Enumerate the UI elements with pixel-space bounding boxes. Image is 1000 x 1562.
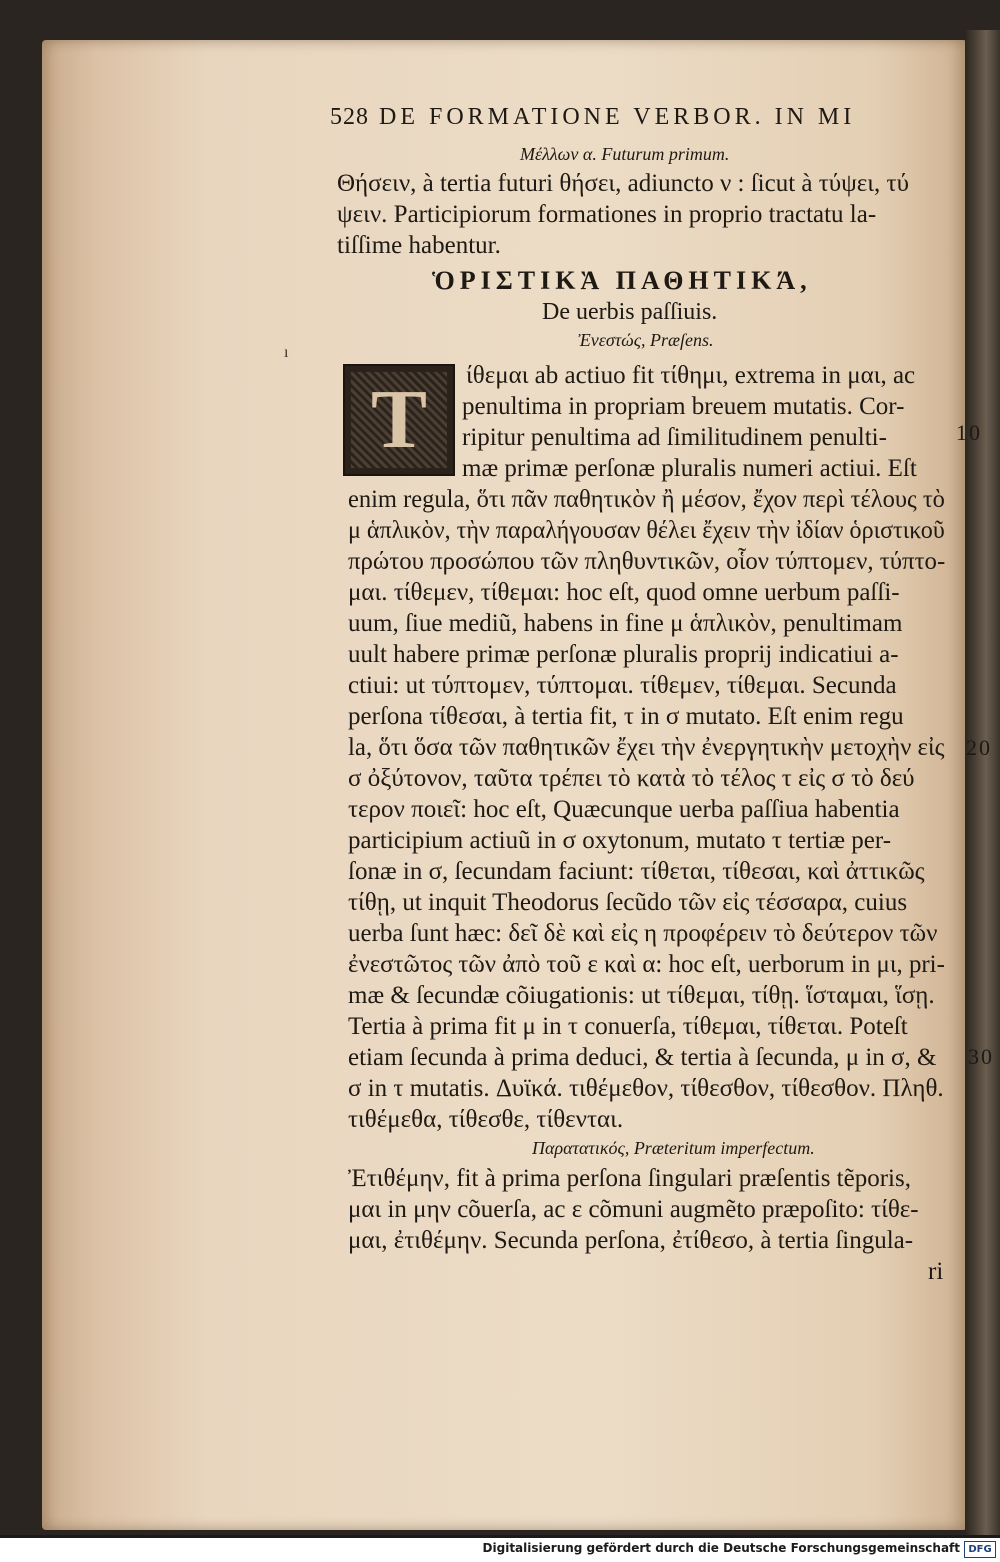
text-line: τιθέμεθα, τίθεσθε, τίθενται.: [348, 1106, 624, 1133]
initial-ornament: [351, 372, 447, 468]
section-label-latin: Præſens.: [650, 330, 714, 350]
page-number: 528: [330, 104, 369, 130]
text-line: tiſſime habentur.: [337, 232, 501, 259]
catchword: ri: [928, 1258, 944, 1285]
margin-line-number: 20: [966, 735, 992, 760]
text-line: ſonæ in σ, ſecundam faciunt: τίθεται, τίθεσαι, καὶ ἀττικῶς: [348, 858, 925, 885]
text-line: enim regula, ὅτι πᾶν παθητικὸν ἢ μέσον, ἔχον περὶ τέλους τὸ: [348, 486, 945, 513]
text-line: Θήσειν, à tertia futuri θήσει, adiuncto ν : ſicut à τύψει, τύ: [337, 170, 909, 197]
text-line: mæ primæ perſonæ pluralis numeri actiui. Eſt: [462, 455, 917, 482]
section-label-latin: Futurum primum.: [601, 144, 730, 164]
running-header: [330, 104, 855, 131]
text-line: σ in τ mutatis. Δυϊκά. τιθέμεθον, τίθεσθον, τίθεσθον. Πληθ.: [348, 1075, 944, 1102]
section-label-greek: Παρατατικός,: [532, 1138, 630, 1158]
margin-tick-icon: ı: [284, 344, 289, 361]
text-line: Tertia à prima fit μ in τ conuerſa, τίθεμαι, τίθεται. Poteſt: [348, 1013, 908, 1040]
section-label-present: [578, 330, 714, 351]
text-line: perſona τίθεσαι, à tertia fit, τ in σ mutato. Eſt enim regu: [348, 703, 904, 730]
text-line: mæ & ſecundæ cõiugationis: ut τίθεμαι, τίθῃ. ἵσταμαι, ἵσῃ.: [348, 982, 935, 1009]
digitization-credit: Digitalisierung gefördert durch die Deutsche Forschungsgemeinschaft: [482, 1541, 960, 1555]
text-line: participium actiuũ in σ oxytonum, mutato τ tertiæ per-: [348, 827, 892, 854]
text-line: τερον ποιεῖ: hoc eſt, Quæcunque uerba paſſiua habentia: [348, 796, 900, 823]
text-line: ripitur penultima ad ſimilitudinem penulti-: [462, 424, 887, 451]
text-line: ctiui: ut τύπτομεν, τύπτομαι. τίθεμεν, τίθεμαι. Secunda: [348, 672, 897, 699]
section-heading-greek: ὉΡΙΣΤΙΚᾺ ΠΑΘΗΤΙΚΆ,: [432, 266, 812, 295]
margin-line-number: 30: [968, 1044, 994, 1069]
text-line: ἐνεστῶτος τῶν ἀπὸ τοῦ ε καὶ α: hoc eſt, uerborum in μι, pri-: [348, 951, 945, 978]
text-line: σ ὀξύτονον, ταῦτα τρέπει τὸ κατὰ τὸ τέλος τ εἰς σ τὸ δεύ: [348, 765, 915, 792]
text-line: ψειν. Participiorum formationes in proprio tractatu la-: [337, 201, 877, 228]
initial-letter: T: [370, 373, 428, 466]
digitization-footer: [0, 1538, 1000, 1562]
margin-line-number: 10: [956, 420, 982, 445]
section-label-greek: Ἐνεστώς,: [578, 330, 646, 350]
text-line: uum, ſiue mediũ, habens in fine μ ἁπλικὸν, penultimam: [348, 610, 903, 637]
section-label-future: [520, 144, 729, 165]
section-heading-latin: De uerbis paſſiuis.: [542, 299, 718, 325]
text-line: τίθῃ, ut inquit Theodorus ſecũdo τῶν εἰς τέσσαρα, cuius: [348, 889, 908, 916]
section-label-imperfect: [532, 1138, 815, 1159]
decorated-initial: [343, 364, 455, 476]
text-line: uult habere primæ perſonæ pluralis proprij indicatiui a-: [348, 641, 899, 668]
text-line: πρώτου προσώπου τῶν πληθυντικῶν, οἷον τύπτομεν, τύπτο-: [348, 548, 946, 575]
page-edge: [965, 30, 1000, 1535]
text-line: μαι, ἐτιθέμην. Secunda perſona, ἐτίθεσο, à tertia ſingula-: [348, 1227, 914, 1254]
dfg-logo-icon: DFG: [964, 1541, 996, 1558]
text-line: Ἐτιθέμην, fit à prima perſona ſingulari præſentis tẽporis,: [348, 1165, 911, 1192]
text-line: etiam ſecunda à prima deduci, & tertia à ſecunda, μ in σ, &: [348, 1044, 937, 1071]
text-line: la, ὅτι ὅσα τῶν παθητικῶν ἔχει τὴν ἐνεργητικὴν μετοχὴν εἰς: [348, 734, 945, 761]
text-line: ίθεμαι ab actiuo fit τίθημι, extrema in μαι, ac: [466, 362, 916, 389]
text-line: μ ἁπλικὸν, τὴν παραλήγουσαν θέλει ἔχειν τὴν ἰδίαν ὁριστικοῦ: [348, 517, 945, 544]
text-line: μαι in μην cõuerſa, ac ε cõmuni augmẽto præpoſito: τίθε-: [348, 1196, 919, 1223]
running-title: DE FORMATIONE VERBOR. IN MI: [379, 104, 856, 130]
section-label-greek: Μέλλων α.: [520, 144, 597, 164]
text-line: μαι. τίθεμεν, τίθεμαι: hoc eſt, quod omne uerbum paſſi-: [348, 579, 900, 606]
text-line: penultima in propriam breuem mutatis. Cor-: [462, 393, 905, 420]
text-line: uerba ſunt hæc: δεῖ δὲ καὶ εἰς η προφέρειν τὸ δεύτερον τῶν: [348, 920, 938, 947]
section-label-latin: Præteritum imperfectum.: [633, 1138, 815, 1158]
